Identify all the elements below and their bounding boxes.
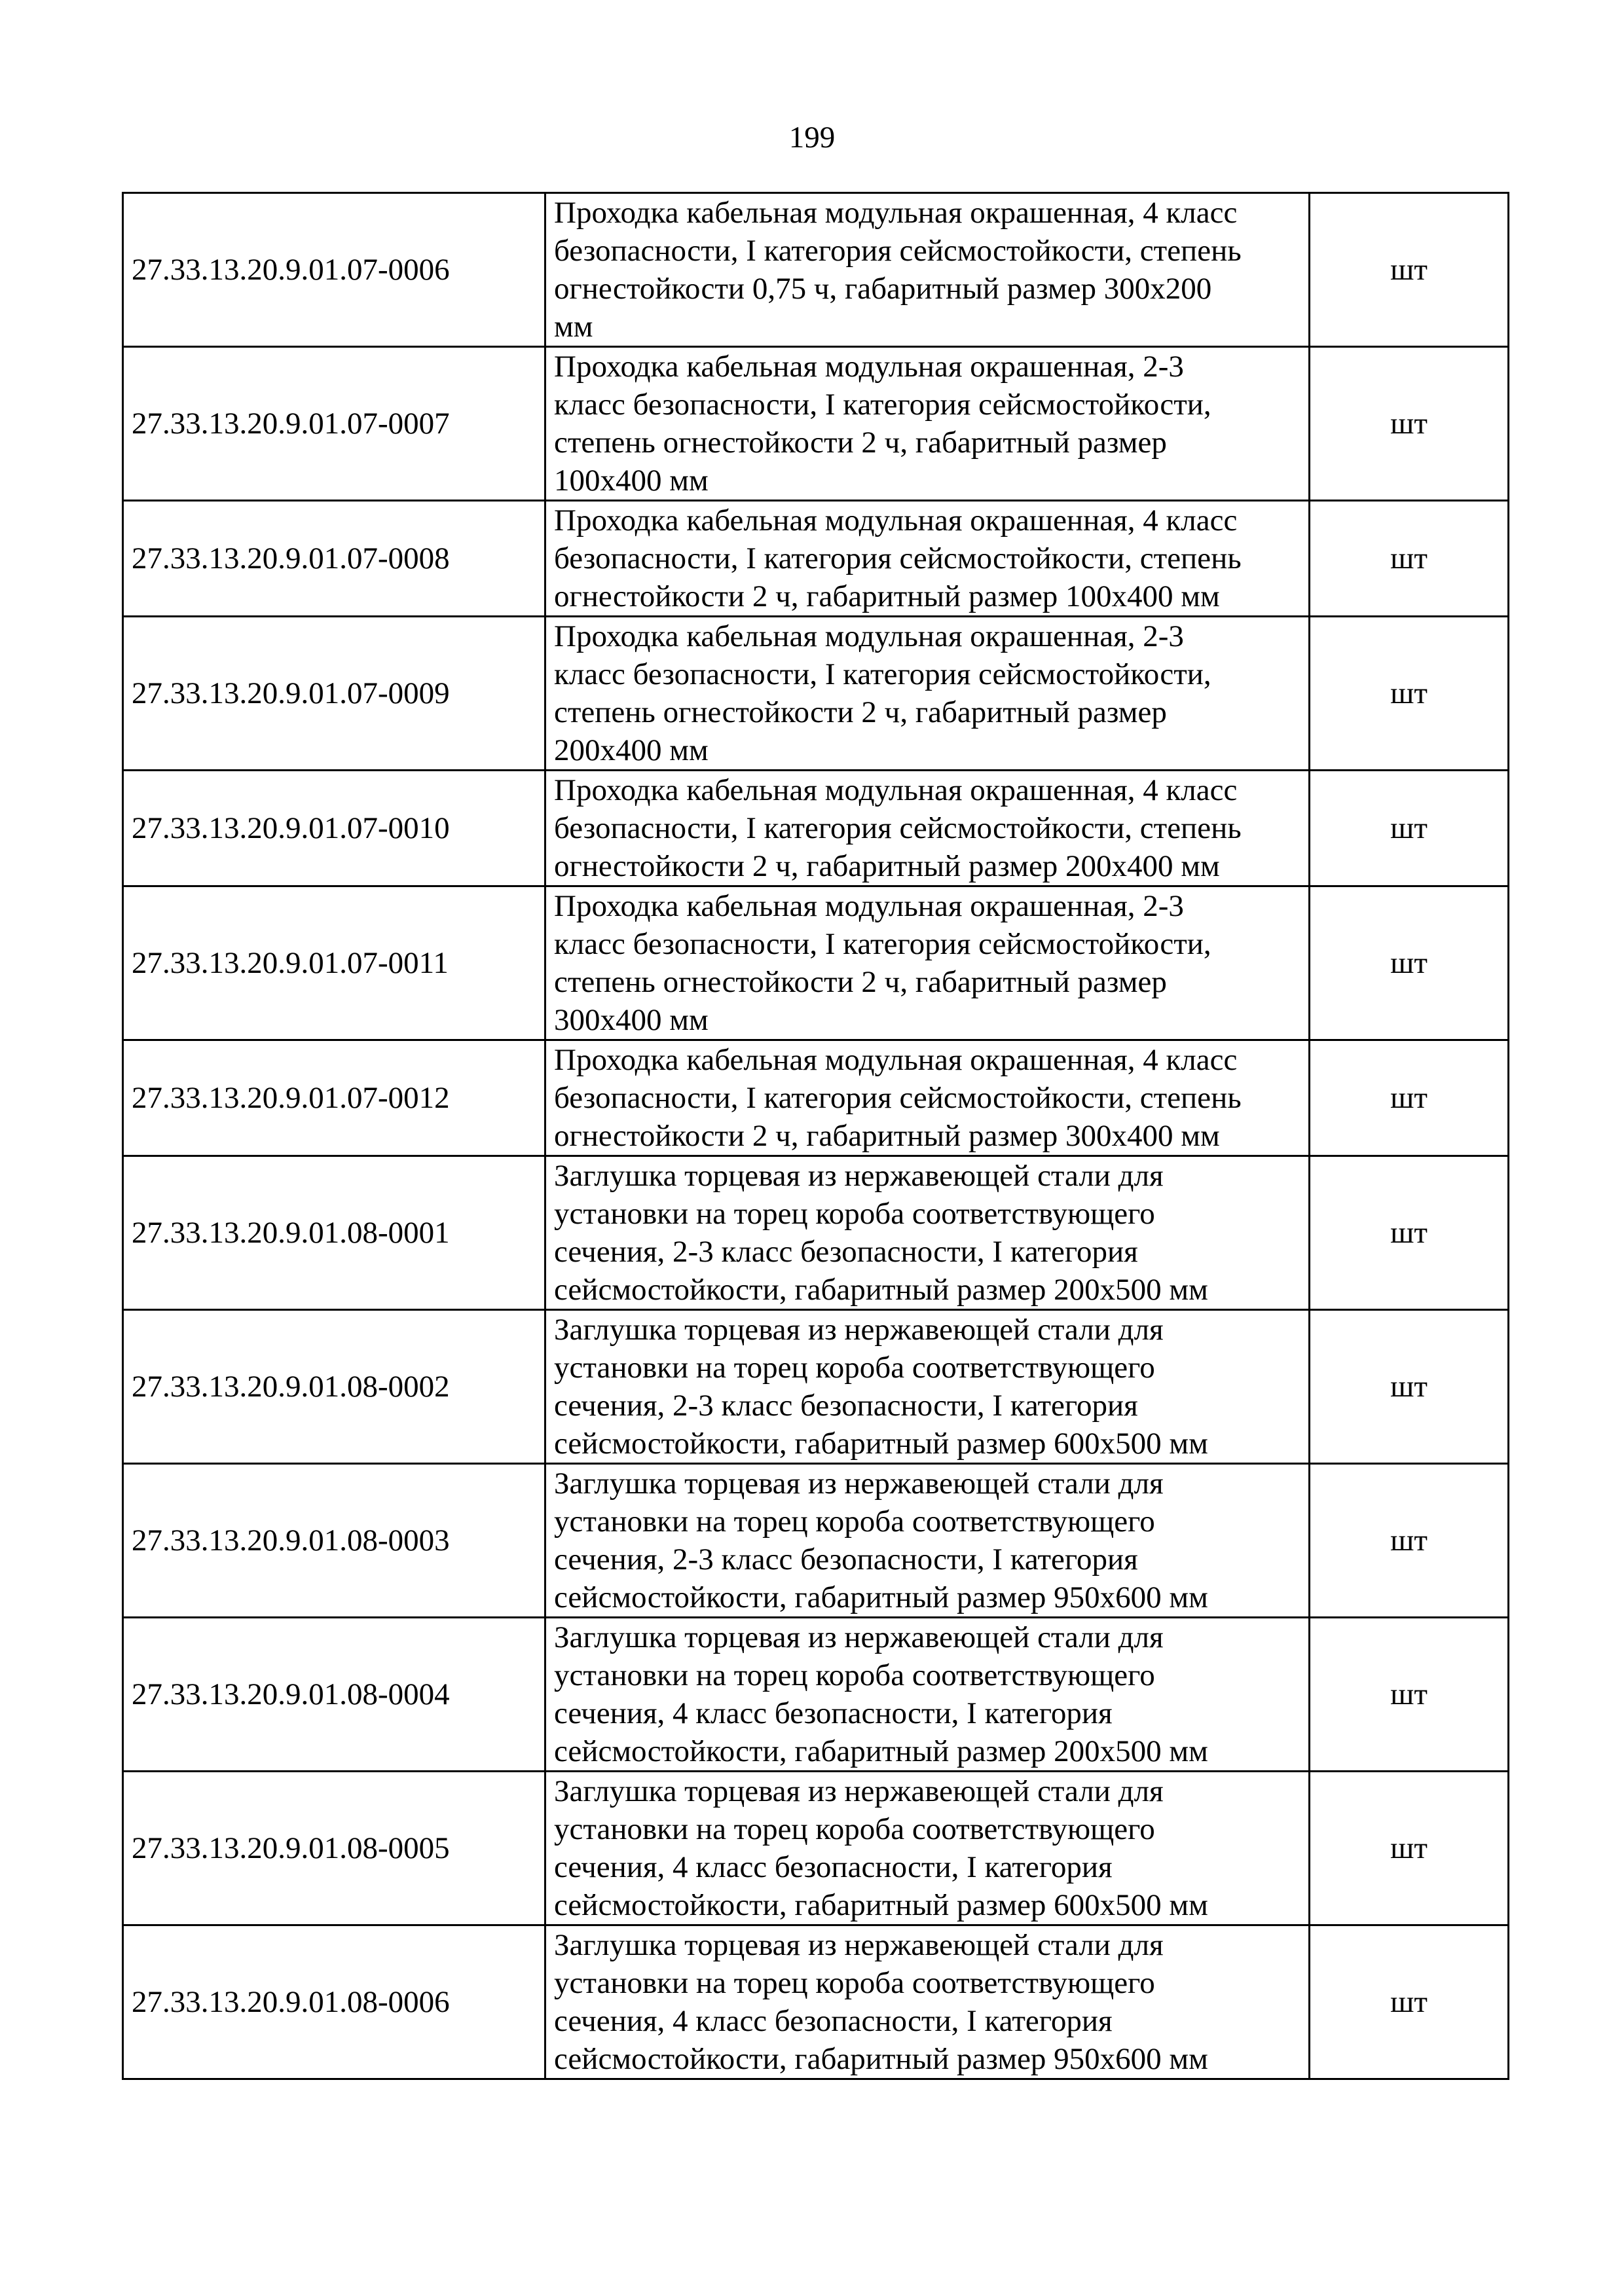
resource-description bbox=[545, 1156, 1310, 1310]
description-line: степень огнестойкости 2 ч, габаритный размер bbox=[554, 426, 1167, 460]
description-line: Проходка кабельная модульная окрашенная, 4 класс bbox=[554, 503, 1238, 538]
unit-of-measure: шт bbox=[1310, 886, 1509, 1040]
table-row bbox=[123, 1464, 1509, 1618]
unit-of-measure: шт bbox=[1310, 1772, 1509, 1925]
description-line: установки на торец короба соответствующего bbox=[554, 1504, 1155, 1539]
resource-description bbox=[545, 771, 1310, 886]
unit-of-measure: шт bbox=[1310, 1618, 1509, 1772]
description-line: степень огнестойкости 2 ч, габаритный размер bbox=[554, 695, 1167, 729]
table-row bbox=[123, 193, 1509, 347]
description-line: сечения, 4 класс безопасности, I категория bbox=[554, 1850, 1113, 1884]
table-row bbox=[123, 1925, 1509, 2079]
description-line: сечения, 2-3 класс безопасности, I категория bbox=[554, 1542, 1138, 1576]
resource-code: 27.33.13.20.9.01.07-0010 bbox=[123, 771, 545, 886]
description-line: огнестойкости 2 ч, габаритный размер 300х400 мм bbox=[554, 1119, 1220, 1153]
resource-code: 27.33.13.20.9.01.07-0009 bbox=[123, 617, 545, 771]
resource-code: 27.33.13.20.9.01.07-0011 bbox=[123, 886, 545, 1040]
description-line: установки на торец короба соответствующего bbox=[554, 1966, 1155, 2000]
description-line: Заглушка торцевая из нержавеющей стали для bbox=[554, 1620, 1164, 1654]
resource-code: 27.33.13.20.9.01.07-0012 bbox=[123, 1040, 545, 1156]
unit-of-measure: шт bbox=[1310, 1156, 1509, 1310]
description-line: Проходка кабельная модульная окрашенная, 2-3 bbox=[554, 889, 1184, 923]
table-row bbox=[123, 501, 1509, 617]
resource-description bbox=[545, 1772, 1310, 1925]
description-line: сейсмостойкости, габаритный размер 950х600 мм bbox=[554, 2042, 1208, 2076]
resource-description bbox=[545, 193, 1310, 347]
description-line: 200х400 мм bbox=[554, 733, 709, 767]
resource-description bbox=[545, 617, 1310, 771]
resource-table-body bbox=[123, 193, 1509, 2079]
resource-description bbox=[545, 1310, 1310, 1464]
description-line: Проходка кабельная модульная окрашенная, 4 класс bbox=[554, 773, 1238, 807]
description-line: Заглушка торцевая из нержавеющей стали для bbox=[554, 1774, 1164, 1808]
unit-of-measure: шт bbox=[1310, 771, 1509, 886]
description-line: Проходка кабельная модульная окрашенная, 2-3 bbox=[554, 619, 1184, 653]
description-line: 300х400 мм bbox=[554, 1003, 709, 1037]
unit-of-measure: шт bbox=[1310, 1040, 1509, 1156]
description-line: сечения, 2-3 класс безопасности, I категория bbox=[554, 1389, 1138, 1423]
unit-of-measure: шт bbox=[1310, 1464, 1509, 1618]
resource-description bbox=[545, 1925, 1310, 2079]
description-line: сейсмостойкости, габаритный размер 950х600 мм bbox=[554, 1580, 1208, 1614]
description-line: класс безопасности, I категория сейсмостойкости, bbox=[554, 927, 1211, 961]
resource-code: 27.33.13.20.9.01.07-0006 bbox=[123, 193, 545, 347]
unit-of-measure: шт bbox=[1310, 501, 1509, 617]
description-line: сечения, 2-3 класс безопасности, I категория bbox=[554, 1235, 1138, 1269]
table-row bbox=[123, 1772, 1509, 1925]
description-line: установки на торец короба соответствующего bbox=[554, 1197, 1155, 1231]
description-line: установки на торец короба соответствующего bbox=[554, 1812, 1155, 1846]
resource-code: 27.33.13.20.9.01.08-0005 bbox=[123, 1772, 545, 1925]
description-line: сечения, 4 класс безопасности, I категория bbox=[554, 2004, 1113, 2038]
resource-description bbox=[545, 347, 1310, 501]
resource-code: 27.33.13.20.9.01.08-0004 bbox=[123, 1618, 545, 1772]
description-line: огнестойкости 2 ч, габаритный размер 200х400 мм bbox=[554, 849, 1220, 883]
description-line: Проходка кабельная модульная окрашенная, 4 класс bbox=[554, 196, 1238, 230]
description-line: сейсмостойкости, габаритный размер 600х500 мм bbox=[554, 1888, 1208, 1922]
unit-of-measure: шт bbox=[1310, 1925, 1509, 2079]
resource-table bbox=[122, 192, 1509, 2080]
resource-code: 27.33.13.20.9.01.08-0002 bbox=[123, 1310, 545, 1464]
description-line: Проходка кабельная модульная окрашенная, 2-3 bbox=[554, 350, 1184, 384]
resource-code: 27.33.13.20.9.01.08-0003 bbox=[123, 1464, 545, 1618]
resource-description bbox=[545, 1464, 1310, 1618]
table-row bbox=[123, 886, 1509, 1040]
table-row bbox=[123, 1040, 1509, 1156]
description-line: степень огнестойкости 2 ч, габаритный размер bbox=[554, 965, 1167, 999]
resource-description bbox=[545, 1618, 1310, 1772]
table-row bbox=[123, 617, 1509, 771]
resource-description bbox=[545, 886, 1310, 1040]
resource-code: 27.33.13.20.9.01.08-0006 bbox=[123, 1925, 545, 2079]
description-line: класс безопасности, I категория сейсмостойкости, bbox=[554, 657, 1211, 691]
description-line: Проходка кабельная модульная окрашенная, 4 класс bbox=[554, 1043, 1238, 1077]
table-row bbox=[123, 347, 1509, 501]
unit-of-measure: шт bbox=[1310, 617, 1509, 771]
table-row bbox=[123, 1156, 1509, 1310]
description-line: безопасности, I категория сейсмостойкости, степень bbox=[554, 541, 1242, 575]
resource-description bbox=[545, 501, 1310, 617]
resource-code: 27.33.13.20.9.01.07-0007 bbox=[123, 347, 545, 501]
description-line: Заглушка торцевая из нержавеющей стали для bbox=[554, 1159, 1164, 1193]
description-line: сейсмостойкости, габаритный размер 200х500 мм bbox=[554, 1273, 1208, 1307]
description-line: установки на торец короба соответствующего bbox=[554, 1658, 1155, 1692]
description-line: безопасности, I категория сейсмостойкости, степень bbox=[554, 234, 1242, 268]
description-line: огнестойкости 0,75 ч, габаритный размер 300х200 bbox=[554, 272, 1212, 306]
description-line: Заглушка торцевая из нержавеющей стали для bbox=[554, 1313, 1164, 1347]
table-row bbox=[123, 1310, 1509, 1464]
description-line: установки на торец короба соответствующего bbox=[554, 1351, 1155, 1385]
unit-of-measure: шт bbox=[1310, 193, 1509, 347]
description-line: 100х400 мм bbox=[554, 464, 709, 498]
resource-code: 27.33.13.20.9.01.08-0001 bbox=[123, 1156, 545, 1310]
description-line: сейсмостойкости, габаритный размер 200х500 мм bbox=[554, 1734, 1208, 1768]
description-line: класс безопасности, I категория сейсмостойкости, bbox=[554, 388, 1211, 422]
description-line: безопасности, I категория сейсмостойкости, степень bbox=[554, 811, 1242, 845]
page-number: 199 bbox=[788, 120, 836, 155]
unit-of-measure: шт bbox=[1310, 347, 1509, 501]
table-row bbox=[123, 1618, 1509, 1772]
resource-description bbox=[545, 1040, 1310, 1156]
description-line: сейсмостойкости, габаритный размер 600х500 мм bbox=[554, 1427, 1208, 1461]
unit-of-measure: шт bbox=[1310, 1310, 1509, 1464]
description-line: Заглушка торцевая из нержавеющей стали для bbox=[554, 1928, 1164, 1962]
description-line: мм bbox=[554, 310, 593, 344]
table-row bbox=[123, 771, 1509, 886]
resource-code: 27.33.13.20.9.01.07-0008 bbox=[123, 501, 545, 617]
description-line: Заглушка торцевая из нержавеющей стали для bbox=[554, 1467, 1164, 1501]
description-line: безопасности, I категория сейсмостойкости, степень bbox=[554, 1081, 1242, 1115]
description-line: огнестойкости 2 ч, габаритный размер 100х400 мм bbox=[554, 579, 1220, 613]
description-line: сечения, 4 класс безопасности, I категория bbox=[554, 1696, 1113, 1730]
